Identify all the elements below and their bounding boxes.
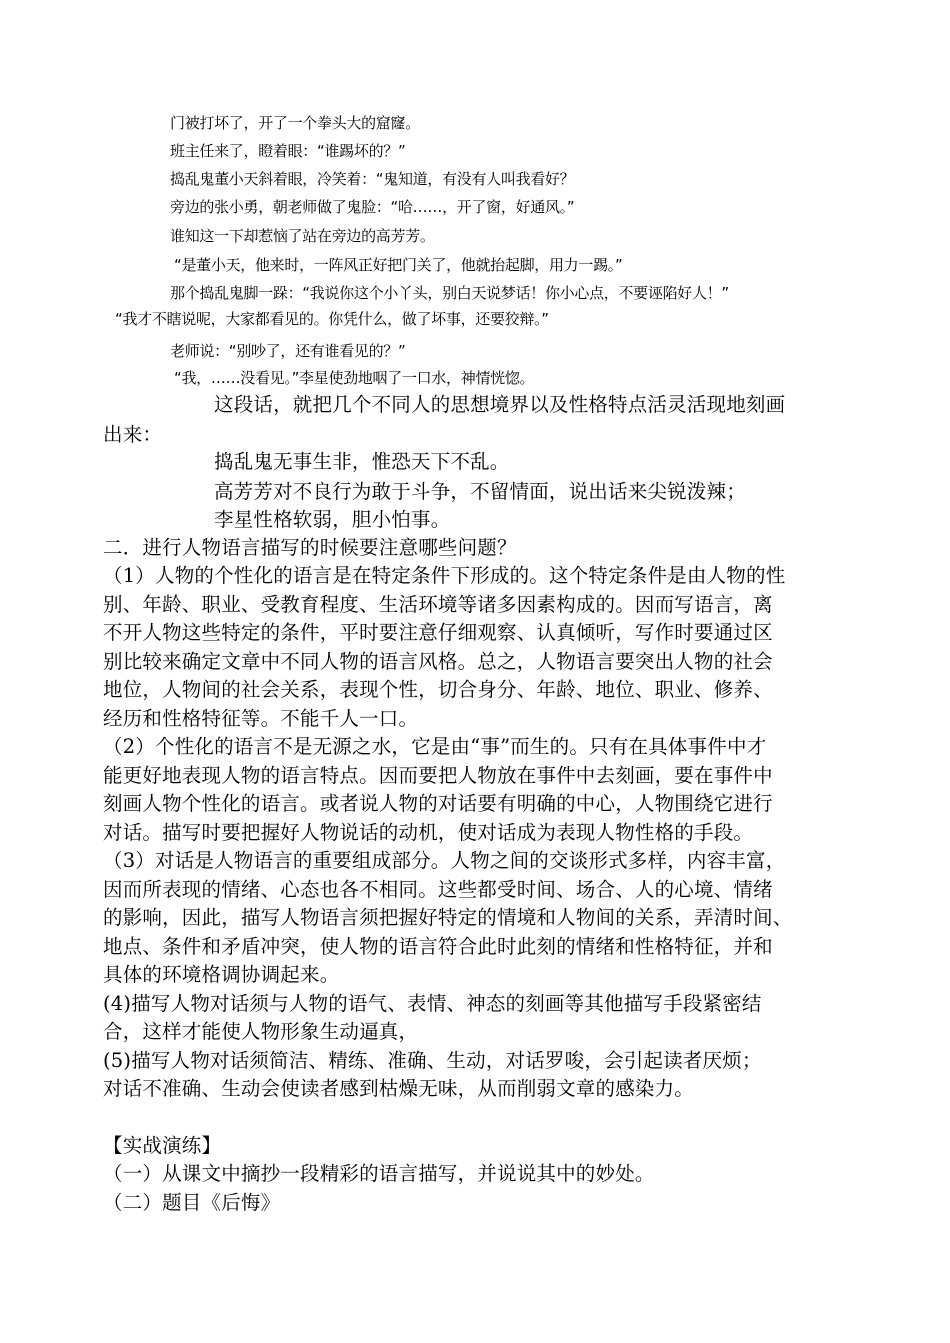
dialogue-line: 老师说：“别吵了，还有谁看见的？” bbox=[170, 342, 406, 360]
body-line: 不开人物这些特定的条件，平时要注意仔细观察、认真倾听，写作时要通过区 bbox=[103, 621, 773, 644]
body-line: 对话不准确、生动会使读者感到枯燥无味，从而削弱文章的感染力。 bbox=[103, 1077, 695, 1100]
dialogue-line: 谁知这一下却惹恼了站在旁边的高芳芳。 bbox=[170, 227, 435, 245]
body-line: （1）人物的个性化的语言是在特定条件下形成的。这个特定条件是由人物的性 bbox=[103, 564, 786, 587]
practice-item: （二）题目《后悔》 bbox=[103, 1191, 281, 1214]
body-line: 地位，人物间的社会关系，表现个性，切合身分、年龄、地位、职业、修养、 bbox=[103, 678, 773, 701]
dialogue-line: 捣乱鬼董小天斜着眼，冷笑着：“鬼知道，有没有人叫我看好？ bbox=[170, 170, 575, 188]
dialogue-line: 那个捣乱鬼脚一跺：“我说你这个小丫头，别白天说梦话！你小心点，不要诬陷好人！” bbox=[170, 284, 729, 302]
dialogue-line: 门被打坏了，开了一个拳头大的窟窿。 bbox=[170, 114, 420, 132]
body-line: (4)描写人物对话须与人物的语气、表情、神态的刻画等其他描写手段紧密结 bbox=[103, 992, 762, 1015]
body-line: 的影响，因此，描写人物语言须把握好特定的情境和人物间的关系，弄清时间、 bbox=[103, 906, 793, 929]
body-line: (5)描写人物对话须简洁、精练、准确、生动，对话罗唆，会引起读者厌烦； bbox=[103, 1049, 762, 1072]
body-line: （2）个性化的语言不是无源之水，它是由“事”而生的。只有在具体事件中才 bbox=[103, 735, 767, 758]
body-line: 因而所表现的情绪、心态也各不相同。这些都受时间、场合、人的心境、情绪 bbox=[103, 878, 773, 901]
body-line: 具体的环境格调协调起来。 bbox=[103, 963, 340, 986]
trait-line: 高芳芳对不良行为敢于斗争，不留情面，说出话来尖锐泼辣； bbox=[214, 480, 746, 503]
body-line: 刻画人物个性化的语言。或者说人物的对话要有明确的中心，人物围绕它进行 bbox=[103, 792, 773, 815]
dialogue-line: “我，……没看见。”李星使劲地咽了一口水，神情恍惚。 bbox=[174, 369, 535, 387]
body-line: 合，这样才能使人物形象生动逼真， bbox=[103, 1020, 419, 1043]
analysis-line: 这段话，就把几个不同人的思想境界以及性格特点活灵活现地刻画 bbox=[214, 393, 786, 416]
section-heading: 二．进行人物语言描写的时候要注意哪些问题？ bbox=[103, 536, 517, 559]
trait-line: 捣乱鬼无事生非，惟恐天下不乱。 bbox=[214, 450, 510, 473]
dialogue-line: 旁边的张小勇，朝老师做了鬼脸：“哈……，开了窗，好通风。” bbox=[170, 198, 575, 216]
practice-heading: 【实战演练】 bbox=[103, 1134, 222, 1157]
body-line: 地点、条件和矛盾冲突，使人物的语言符合此时此刻的情绪和性格特征，并和 bbox=[103, 935, 773, 958]
dialogue-line: “我才不瞎说呢，大家都看见的。你凭什么，做了坏事，还要狡辩。” bbox=[115, 310, 549, 328]
body-line: （3）对话是人物语言的重要组成部分。人物之间的交谈形式多样，内容丰富， bbox=[103, 849, 786, 872]
body-line: 别比较来确定文章中不同人物的语言风格。总之，人物语言要突出人物的社会 bbox=[103, 650, 773, 673]
body-line: 能更好地表现人物的语言特点。因而要把人物放在事件中去刻画，要在事件中 bbox=[103, 764, 773, 787]
dialogue-line: “是董小天，他来时，一阵风正好把门关了，他就抬起脚，用力一踢。” bbox=[174, 256, 623, 274]
body-line: 经历和性格特征等。不能千人一口。 bbox=[103, 707, 419, 730]
dialogue-line: 班主任来了，瞪着眼：“谁踢坏的？” bbox=[170, 142, 406, 160]
body-line: 别、年龄、职业、受教育程度、生活环境等诸多因素构成的。因而写语言，离 bbox=[103, 593, 773, 616]
analysis-line: 出来： bbox=[103, 423, 163, 446]
trait-line: 李星性格软弱，胆小怕事。 bbox=[214, 508, 451, 531]
practice-item: （一）从课文中摘抄一段精彩的语言描写，并说说其中的妙处。 bbox=[103, 1162, 655, 1185]
body-line: 对话。描写时要把握好人物说话的动机，使对话成为表现人物性格的手段。 bbox=[103, 821, 754, 844]
